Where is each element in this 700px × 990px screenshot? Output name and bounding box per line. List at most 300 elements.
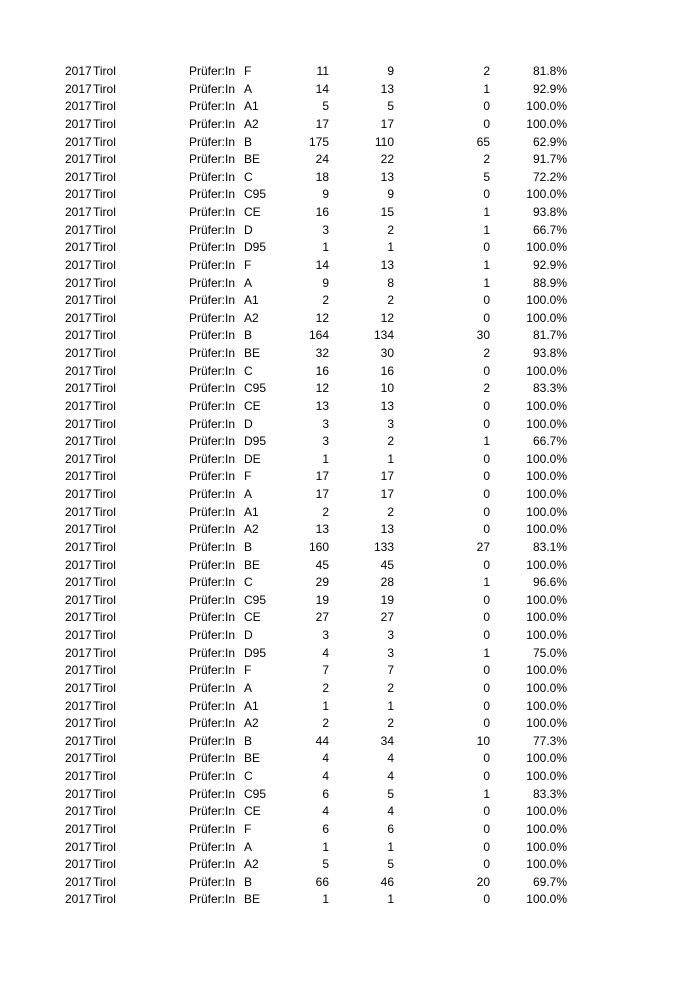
- license-class-cell: B: [244, 134, 253, 149]
- total-count-cell: 13: [315, 522, 329, 537]
- table-row: [0, 821, 700, 839]
- license-class-cell: C: [244, 575, 253, 590]
- year-cell: 2017: [65, 804, 92, 819]
- failed-count-cell: 0: [483, 451, 490, 466]
- year-cell: 2017: [65, 645, 92, 660]
- total-count-cell: 24: [315, 152, 329, 167]
- license-class-cell: C95: [244, 786, 267, 801]
- examiner-role-cell: Prüfer:In: [189, 592, 236, 607]
- failed-count-cell: 0: [483, 469, 490, 484]
- region-cell: Tirol: [93, 716, 116, 731]
- total-count-cell: 164: [308, 328, 329, 343]
- year-cell: 2017: [65, 716, 92, 731]
- pass-rate-cell: 92.9%: [532, 81, 567, 96]
- failed-count-cell: 0: [483, 804, 490, 819]
- examiner-role-cell: Prüfer:In: [189, 205, 236, 219]
- region-cell: Tirol: [93, 892, 116, 907]
- year-cell: 2017: [65, 522, 92, 537]
- year-cell: 2017: [65, 821, 92, 836]
- passed-count-cell: 1: [387, 892, 394, 907]
- examiner-role-cell: Prüfer:In: [189, 398, 236, 413]
- failed-count-cell: 0: [483, 293, 490, 308]
- license-class-cell: BE: [244, 346, 261, 360]
- passed-count-cell: 3: [387, 628, 394, 642]
- examiner-role-cell: Prüfer:In: [189, 733, 236, 748]
- region-cell: Tirol: [93, 205, 116, 219]
- year-cell: 2017: [65, 839, 92, 854]
- examiner-role-cell: Prüfer:In: [189, 81, 236, 96]
- total-count-cell: 1: [322, 698, 329, 713]
- failed-count-cell: 1: [483, 275, 490, 290]
- table-row: [0, 680, 700, 698]
- examiner-role-cell: Prüfer:In: [189, 751, 236, 766]
- license-class-cell: BE: [244, 751, 261, 766]
- pass-rate-cell: 72.2%: [532, 169, 567, 184]
- pass-rate-cell: 93.8%: [532, 346, 567, 360]
- pass-rate-cell: 100.0%: [526, 469, 567, 484]
- total-count-cell: 14: [315, 81, 329, 96]
- region-cell: Tirol: [93, 222, 116, 237]
- failed-count-cell: 0: [483, 892, 490, 907]
- data-table: [0, 63, 700, 909]
- passed-count-cell: 2: [387, 504, 394, 519]
- failed-count-cell: 1: [483, 222, 490, 237]
- total-count-cell: 2: [322, 504, 329, 519]
- table-row: [0, 98, 700, 116]
- year-cell: 2017: [65, 240, 92, 255]
- region-cell: Tirol: [93, 680, 116, 695]
- pass-rate-cell: 100.0%: [526, 504, 567, 519]
- license-class-cell: A2: [244, 522, 259, 537]
- table-row: [0, 856, 700, 874]
- pass-rate-cell: 83.3%: [532, 381, 567, 396]
- year-cell: 2017: [65, 169, 92, 184]
- failed-count-cell: 0: [483, 363, 490, 378]
- pass-rate-cell: 100.0%: [526, 592, 567, 607]
- examiner-role-cell: Prüfer:In: [189, 116, 236, 131]
- failed-count-cell: 0: [483, 398, 490, 413]
- table-row: [0, 715, 700, 733]
- passed-count-cell: 5: [387, 786, 394, 801]
- failed-count-cell: 1: [483, 645, 490, 660]
- pass-rate-cell: 100.0%: [526, 240, 567, 255]
- table-row: [0, 521, 700, 539]
- passed-count-cell: 17: [380, 487, 394, 501]
- license-class-cell: A: [244, 487, 253, 501]
- total-count-cell: 1: [322, 240, 329, 255]
- year-cell: 2017: [65, 610, 92, 625]
- failed-count-cell: 2: [483, 152, 490, 167]
- pass-rate-cell: 100.0%: [526, 416, 567, 431]
- year-cell: 2017: [65, 557, 92, 572]
- region-cell: Tirol: [93, 874, 116, 889]
- table-row: [0, 275, 700, 293]
- failed-count-cell: 20: [476, 874, 490, 889]
- passed-count-cell: 46: [380, 874, 394, 889]
- region-cell: Tirol: [93, 857, 116, 872]
- pass-rate-cell: 100.0%: [526, 363, 567, 378]
- region-cell: Tirol: [93, 575, 116, 590]
- total-count-cell: 17: [315, 116, 329, 131]
- region-cell: Tirol: [93, 733, 116, 748]
- passed-count-cell: 1: [387, 240, 394, 255]
- year-cell: 2017: [65, 381, 92, 396]
- license-class-cell: D: [244, 628, 253, 642]
- total-count-cell: 17: [315, 469, 329, 484]
- total-count-cell: 1: [322, 839, 329, 854]
- total-count-cell: 45: [315, 557, 329, 572]
- failed-count-cell: 0: [483, 592, 490, 607]
- total-count-cell: 3: [322, 628, 329, 642]
- failed-count-cell: 2: [483, 381, 490, 396]
- year-cell: 2017: [65, 539, 92, 554]
- failed-count-cell: 0: [483, 716, 490, 731]
- total-count-cell: 9: [322, 275, 329, 290]
- total-count-cell: 5: [322, 857, 329, 872]
- total-count-cell: 17: [315, 487, 329, 501]
- region-cell: Tirol: [93, 257, 116, 272]
- region-cell: Tirol: [93, 328, 116, 343]
- examiner-role-cell: Prüfer:In: [189, 786, 236, 801]
- table-row: [0, 81, 700, 99]
- year-cell: 2017: [65, 346, 92, 360]
- region-cell: Tirol: [93, 698, 116, 713]
- year-cell: 2017: [65, 310, 92, 325]
- license-class-cell: CE: [244, 398, 261, 413]
- pass-rate-cell: 88.9%: [532, 275, 567, 290]
- region-cell: Tirol: [93, 187, 116, 202]
- total-count-cell: 4: [322, 769, 329, 783]
- year-cell: 2017: [65, 205, 92, 219]
- examiner-role-cell: Prüfer:In: [189, 522, 236, 537]
- examiner-role-cell: Prüfer:In: [189, 152, 236, 167]
- pass-rate-cell: 100.0%: [526, 857, 567, 872]
- license-class-cell: D95: [244, 434, 267, 449]
- passed-count-cell: 9: [387, 64, 394, 78]
- pass-rate-cell: 83.3%: [532, 786, 567, 801]
- region-cell: Tirol: [93, 628, 116, 642]
- license-class-cell: A: [244, 680, 253, 695]
- year-cell: 2017: [65, 451, 92, 466]
- year-cell: 2017: [65, 469, 92, 484]
- passed-count-cell: 13: [380, 398, 394, 413]
- year-cell: 2017: [65, 504, 92, 519]
- license-class-cell: CE: [244, 610, 261, 625]
- license-class-cell: F: [244, 469, 252, 484]
- passed-count-cell: 134: [373, 328, 394, 343]
- failed-count-cell: 1: [483, 81, 490, 96]
- pass-rate-cell: 100.0%: [526, 451, 567, 466]
- examiner-role-cell: Prüfer:In: [189, 539, 236, 554]
- license-class-cell: A1: [244, 504, 259, 519]
- passed-count-cell: 3: [387, 416, 394, 431]
- region-cell: Tirol: [93, 645, 116, 660]
- total-count-cell: 2: [322, 680, 329, 695]
- year-cell: 2017: [65, 134, 92, 149]
- license-class-cell: A2: [244, 310, 259, 325]
- examiner-role-cell: Prüfer:In: [189, 310, 236, 325]
- pass-rate-cell: 92.9%: [532, 257, 567, 272]
- total-count-cell: 3: [322, 222, 329, 237]
- failed-count-cell: 0: [483, 310, 490, 325]
- pass-rate-cell: 96.6%: [532, 575, 567, 590]
- pass-rate-cell: 77.3%: [532, 733, 567, 748]
- failed-count-cell: 0: [483, 857, 490, 872]
- total-count-cell: 14: [315, 257, 329, 272]
- examiner-role-cell: Prüfer:In: [189, 698, 236, 713]
- passed-count-cell: 28: [380, 575, 394, 590]
- failed-count-cell: 0: [483, 628, 490, 642]
- pass-rate-cell: 81.8%: [532, 64, 567, 78]
- examiner-role-cell: Prüfer:In: [189, 804, 236, 819]
- license-class-cell: F: [244, 64, 252, 78]
- examiner-role-cell: Prüfer:In: [189, 328, 236, 343]
- region-cell: Tirol: [93, 663, 116, 678]
- table-row: [0, 116, 700, 134]
- pass-rate-cell: 91.7%: [532, 152, 567, 167]
- table-row: [0, 750, 700, 768]
- examiner-role-cell: Prüfer:In: [189, 680, 236, 695]
- total-count-cell: 16: [315, 363, 329, 378]
- pass-rate-cell: 100.0%: [526, 821, 567, 836]
- failed-count-cell: 1: [483, 786, 490, 801]
- table-row: [0, 768, 700, 786]
- pass-rate-cell: 100.0%: [526, 398, 567, 413]
- region-cell: Tirol: [93, 240, 116, 255]
- failed-count-cell: 0: [483, 116, 490, 131]
- license-class-cell: D: [244, 416, 253, 431]
- pass-rate-cell: 100.0%: [526, 628, 567, 642]
- examiner-role-cell: Prüfer:In: [189, 874, 236, 889]
- total-count-cell: 12: [315, 310, 329, 325]
- region-cell: Tirol: [93, 363, 116, 378]
- passed-count-cell: 13: [380, 522, 394, 537]
- table-row: [0, 539, 700, 557]
- table-row: [0, 433, 700, 451]
- table-row: [0, 327, 700, 345]
- table-row: [0, 169, 700, 187]
- passed-count-cell: 110: [374, 134, 394, 149]
- examiner-role-cell: Prüfer:In: [189, 892, 236, 907]
- passed-count-cell: 1: [387, 839, 394, 854]
- passed-count-cell: 7: [387, 663, 394, 678]
- failed-count-cell: 1: [483, 205, 490, 219]
- total-count-cell: 19: [315, 592, 329, 607]
- passed-count-cell: 133: [373, 539, 394, 554]
- region-cell: Tirol: [93, 81, 116, 96]
- examiner-role-cell: Prüfer:In: [189, 381, 236, 396]
- license-class-cell: B: [244, 733, 253, 748]
- table-row: [0, 557, 700, 575]
- pass-rate-cell: 100.0%: [526, 116, 567, 131]
- pass-rate-cell: 69.7%: [532, 874, 567, 889]
- examiner-role-cell: Prüfer:In: [189, 610, 236, 625]
- passed-count-cell: 30: [380, 346, 394, 360]
- table-row: [0, 63, 700, 81]
- region-cell: Tirol: [93, 839, 116, 854]
- examiner-role-cell: Prüfer:In: [189, 99, 236, 114]
- year-cell: 2017: [65, 751, 92, 766]
- year-cell: 2017: [65, 416, 92, 431]
- license-class-cell: C95: [244, 592, 267, 607]
- passed-count-cell: 5: [387, 857, 394, 872]
- examiner-role-cell: Prüfer:In: [189, 769, 236, 783]
- pass-rate-cell: 81.7%: [532, 328, 567, 343]
- failed-count-cell: 0: [483, 663, 490, 678]
- passed-count-cell: 1: [387, 451, 394, 466]
- pass-rate-cell: 100.0%: [526, 751, 567, 766]
- license-class-cell: C: [244, 769, 253, 783]
- pass-rate-cell: 100.0%: [526, 99, 567, 114]
- examiner-role-cell: Prüfer:In: [189, 169, 236, 184]
- table-row: [0, 257, 700, 275]
- year-cell: 2017: [65, 857, 92, 872]
- examiner-role-cell: Prüfer:In: [189, 293, 236, 308]
- year-cell: 2017: [65, 733, 92, 748]
- failed-count-cell: 0: [483, 769, 490, 783]
- examiner-role-cell: Prüfer:In: [189, 416, 236, 431]
- year-cell: 2017: [65, 769, 92, 783]
- total-count-cell: 18: [315, 169, 329, 184]
- license-class-cell: A1: [244, 293, 259, 308]
- pass-rate-cell: 62.9%: [532, 134, 567, 149]
- license-class-cell: D: [244, 222, 253, 237]
- failed-count-cell: 2: [483, 346, 490, 360]
- examiner-role-cell: Prüfer:In: [189, 857, 236, 872]
- failed-count-cell: 0: [483, 680, 490, 695]
- passed-count-cell: 45: [380, 557, 394, 572]
- region-cell: Tirol: [93, 346, 116, 360]
- failed-count-cell: 0: [483, 839, 490, 854]
- examiner-role-cell: Prüfer:In: [189, 716, 236, 731]
- total-count-cell: 9: [322, 187, 329, 202]
- examiner-role-cell: Prüfer:In: [189, 240, 236, 255]
- table-row: [0, 239, 700, 257]
- examiner-role-cell: Prüfer:In: [189, 839, 236, 854]
- total-count-cell: 16: [315, 205, 329, 219]
- region-cell: Tirol: [93, 451, 116, 466]
- total-count-cell: 12: [315, 381, 329, 396]
- failed-count-cell: 0: [483, 187, 490, 202]
- table-row: [0, 451, 700, 469]
- license-class-cell: A2: [244, 716, 259, 731]
- failed-count-cell: 0: [483, 557, 490, 572]
- failed-count-cell: 0: [483, 751, 490, 766]
- license-class-cell: C: [244, 169, 253, 184]
- failed-count-cell: 27: [476, 539, 490, 554]
- failed-count-cell: 0: [483, 610, 490, 625]
- table-row: [0, 891, 700, 909]
- region-cell: Tirol: [93, 804, 116, 819]
- failed-count-cell: 30: [476, 328, 490, 343]
- region-cell: Tirol: [93, 610, 116, 625]
- pass-rate-cell: 100.0%: [526, 557, 567, 572]
- passed-count-cell: 12: [380, 310, 394, 325]
- examiner-role-cell: Prüfer:In: [189, 663, 236, 678]
- failed-count-cell: 10: [476, 733, 490, 748]
- failed-count-cell: 5: [483, 169, 490, 184]
- failed-count-cell: 2: [483, 64, 490, 78]
- passed-count-cell: 2: [387, 434, 394, 449]
- passed-count-cell: 4: [387, 751, 394, 766]
- region-cell: Tirol: [93, 169, 116, 184]
- passed-count-cell: 22: [380, 152, 394, 167]
- examiner-role-cell: Prüfer:In: [189, 451, 236, 466]
- year-cell: 2017: [65, 398, 92, 413]
- region-cell: Tirol: [93, 434, 116, 449]
- license-class-cell: A1: [244, 99, 259, 114]
- examiner-role-cell: Prüfer:In: [189, 346, 236, 360]
- license-class-cell: C95: [244, 187, 267, 202]
- table-row: [0, 222, 700, 240]
- region-cell: Tirol: [93, 416, 116, 431]
- total-count-cell: 6: [322, 786, 329, 801]
- year-cell: 2017: [65, 187, 92, 202]
- year-cell: 2017: [65, 487, 92, 501]
- failed-count-cell: 0: [483, 504, 490, 519]
- total-count-cell: 160: [308, 539, 329, 554]
- examiner-role-cell: Prüfer:In: [189, 628, 236, 642]
- examiner-role-cell: Prüfer:In: [189, 557, 236, 572]
- table-row: [0, 662, 700, 680]
- table-row: [0, 416, 700, 434]
- total-count-cell: 2: [322, 716, 329, 731]
- examiner-role-cell: Prüfer:In: [189, 275, 236, 290]
- pass-rate-cell: 100.0%: [526, 610, 567, 625]
- license-class-cell: A2: [244, 116, 259, 131]
- year-cell: 2017: [65, 892, 92, 907]
- year-cell: 2017: [65, 363, 92, 378]
- region-cell: Tirol: [93, 487, 116, 501]
- total-count-cell: 1: [322, 451, 329, 466]
- region-cell: Tirol: [93, 592, 116, 607]
- failed-count-cell: 65: [476, 134, 490, 149]
- table-row: [0, 151, 700, 169]
- year-cell: 2017: [65, 874, 92, 889]
- total-count-cell: 4: [322, 804, 329, 819]
- examiner-role-cell: Prüfer:In: [189, 64, 236, 78]
- total-count-cell: 1: [322, 892, 329, 907]
- table-row: [0, 627, 700, 645]
- license-class-cell: A2: [244, 857, 259, 872]
- license-class-cell: BE: [244, 152, 261, 167]
- region-cell: Tirol: [93, 99, 116, 114]
- pass-rate-cell: 66.7%: [532, 434, 567, 449]
- pass-rate-cell: 100.0%: [526, 716, 567, 731]
- year-cell: 2017: [65, 152, 92, 167]
- table-row: [0, 786, 700, 804]
- passed-count-cell: 4: [387, 769, 394, 783]
- year-cell: 2017: [65, 222, 92, 237]
- region-cell: Tirol: [93, 134, 116, 149]
- pass-rate-cell: 100.0%: [526, 769, 567, 783]
- pass-rate-cell: 100.0%: [526, 522, 567, 537]
- pass-rate-cell: 83.1%: [532, 539, 567, 554]
- pass-rate-cell: 100.0%: [526, 804, 567, 819]
- total-count-cell: 66: [315, 874, 329, 889]
- table-row: [0, 486, 700, 504]
- table-row: [0, 345, 700, 363]
- total-count-cell: 27: [315, 610, 329, 625]
- region-cell: Tirol: [93, 381, 116, 396]
- pass-rate-cell: 100.0%: [526, 892, 567, 907]
- examiner-role-cell: Prüfer:In: [189, 487, 236, 501]
- region-cell: Tirol: [93, 821, 116, 836]
- license-class-cell: BE: [244, 557, 261, 572]
- total-count-cell: 29: [315, 575, 329, 590]
- failed-count-cell: 0: [483, 487, 490, 501]
- passed-count-cell: 16: [380, 363, 394, 378]
